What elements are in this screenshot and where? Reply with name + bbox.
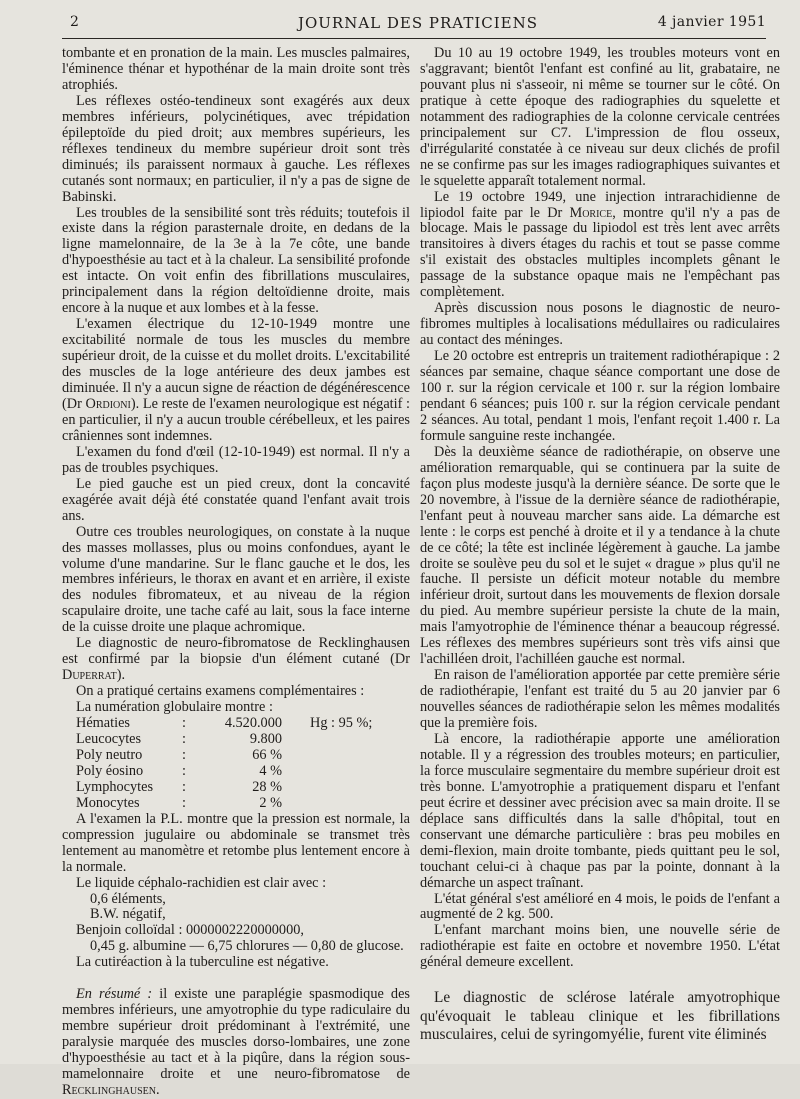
table-cell-colon: : (182, 730, 186, 747)
table-row (76, 796, 372, 812)
table-cell-value: 4.520.000 (224, 715, 282, 732)
table-cell-colon: : (182, 746, 186, 763)
table-cell-extra (286, 748, 372, 764)
paragraph-text: , montre qu'il n'y a pas de blocage. Mais le passage du lipiodol est très lent avec arrêts transitoires à divers étages du rachis et tout se passe comme s'il existait des obstacles multiples incomplets gênant le passage de la substance opaque mais ne l'empêchant pas complètement. (420, 204, 780, 301)
paragraph: Du 10 au 19 octobre 1949, les troubles moteurs vont en s'aggravant; bientôt l'enfant est confiné au lit, grabataire, ne pouvant plus ni s'asseoir, ni même se tourner sur le côté. On pratique à cette époque des radiographies du squelette et notamment des radiographies de la colonne cervicale centrées principalement sur C7. L'impression de flou osseux, d'irrégularité constatée à ce niveau sur deux clichés de profil ne se confirme pas sur les images radiographiques suivantes et le squelette apparaît totalement normal. (420, 45, 780, 189)
paragraph (62, 636, 410, 684)
summary-paragraph (62, 987, 410, 1099)
table-row (76, 748, 372, 764)
paragraph: Le pied gauche est un pied creux, dont la concavité exagérée avait déjà été constatée quand l'enfant avait trois ans. (62, 475, 410, 524)
csf-line: 0,6 éléments, (90, 890, 166, 907)
table-cell-colon: : (182, 762, 186, 779)
paragraph-text: Le 19 octobre 1949, une injection intrarachidienne de lipiodol faite par le Dr (420, 188, 780, 221)
paragraph: L'état général s'est amélioré en 4 mois, le poids de l'enfant a augmenté de 2 kg. 500. (420, 890, 780, 923)
table-cell-label: Poly neutro (76, 746, 143, 763)
paragraph: On a pratiqué certains examens complémentaires : (76, 683, 365, 700)
table-cell-value: 2 % (259, 794, 282, 811)
left-column (62, 46, 410, 1099)
table-cell-colon: : (182, 778, 186, 795)
table-cell-extra (286, 796, 372, 812)
table-cell-value: 9.800 (249, 730, 282, 747)
table-row (76, 716, 372, 732)
summary-end: . (155, 1082, 160, 1098)
running-header (70, 14, 766, 36)
table-cell-extra (286, 732, 372, 748)
table-cell-value: 66 % (252, 746, 282, 763)
paragraph-text: L'examen électrique du 12-10-1949 montre une excitabilité normale de tous les muscles du membre supérieur droit, de la cuisse et du mollet droits. L'excitabilité des muscles de la loge antérieure des deux jambes est diminuée. Il n'y a aucun signe de réaction de dégénérescence (Dr (62, 316, 410, 412)
csf-line: B.W. négatif, (90, 906, 166, 923)
summary-text: il existe une paraplégie spasmodique des membres inférieurs, une amyotrophie du type radiculaire du membre supérieur droit prédominant à l'extrémité, une paralysie marquée des muscles dorso-lombaires, une zone d'hypoesthésie au tact et à la piqûre, dans la région sous-mamelonnaire droite et une neuro-fibromatose de (62, 986, 410, 1083)
page-number: 2 (70, 14, 80, 30)
right-column (420, 46, 780, 1045)
csf-line: Benjoin colloïdal : 0000002220000000, (76, 922, 304, 939)
paragraph (420, 190, 780, 302)
paragraph-text: Le diagnostic de neuro-fibromatose de Recklinghausen est confirmé par la biopsie d'un élément cutané (Dr (62, 635, 410, 668)
paragraph: L'enfant marchant moins bien, une nouvelle série de radiothérapie est faite en octobre et novembre 1950. L'état général demeure excellent. (420, 922, 780, 971)
paragraph: Dès la deuxième séance de radiothérapie, on observe une amélioration remarquable, qui se continuera par la suite de façon plus modeste jusqu'à la dernière séance. De sorte que le 20 novembre, à l'issue de la dernière séance de radiothérapie, l'enfant peut à nouveau marcher sans aide. La démarche est lente : le corps est penché à droite et il y a tendance à la chute de ce côté; la tête est inclinée légèrement à gauche. La jambe droite se soulève peu du sol et le sujet « drague » plus qu'il ne fauche. Il persiste un déficit moteur notable du membre inférieur droit, surtout dans les mouvements de flexion dorsale du pied. Au membre supérieur persiste la chute de la main, mais l'amyotrophie de l'éminence thénar a beaucoup régressé. Les réflexes des membres supérieurs sont très vifs ainsi que l'achilléen droit, l'achilléen gauche est normal. (420, 443, 780, 668)
journal-title: JOURNAL DES PRATICIENS (297, 14, 539, 32)
table-cell-label: Lymphocytes (76, 778, 154, 795)
blood-count-table (76, 716, 372, 812)
table-cell-extra: Hg : 95 %; (310, 715, 373, 732)
csf-line: 0,45 g. albumine — 6,75 chlorures — 0,80 de glucose. (90, 938, 404, 955)
issue-date: 4 janvier 1951 (657, 14, 766, 30)
author-name: Duperrat (62, 667, 117, 684)
paragraph: Le diagnostic de sclérose latérale amyotrophique qu'évoquait le tableau clinique et les fibrillations musculaires, celui de syringomyélie, furent vite éliminés (420, 989, 780, 1044)
paragraph: L'examen du fond d'œil (12-10-1949) est normal. Il n'y a pas de troubles psychiques. (62, 443, 410, 476)
table-cell-colon: : (182, 794, 186, 811)
table-row (76, 764, 372, 780)
paragraph: La numération globulaire montre : (76, 699, 273, 716)
paragraph: Le 20 octobre est entrepris un traitement radiothérapique : 2 séances par semaine, chaque séance comportant une dose de 100 r. sur la région cervicale et 100 r. sur la région lombaire pendant 6 séances; puis 100 r. sur la région cervicale pendant 2 séances. Au total, pendant 1 mois, l'enfant reçoit 1.400 r. La formule sanguine reste inchangée. (420, 348, 780, 444)
author-name: Morice (569, 204, 613, 221)
paragraph: Outre ces troubles neurologiques, on constate à la nuque des masses mollasses, plus ou moins confondues, ayant le volume d'une mandarine. Sur le flanc gauche et le dos, les membres inférieurs, le thorax en avant et en arrière, il existe des nodules fibromateux, et au niveau de la région scapulaire droite, une tache café au lait, sous la face interne de la cuisse droite une plaque achromique. (62, 523, 410, 636)
paragraph: Les troubles de la sensibilité sont très réduits; toutefois il existe dans la région parasternale droite, en dedans de la ligne mamelonnaire, de la 3e à la 7e côte, une bande d'hypoesthésie au tact et à la chaleur. La sensibilité profonde est intacte. On voit enfin des fibrillations musculaires, principalement dans la région deltoïdienne droite, mais encore à la nuque et aux lombes et à la fesse. (62, 204, 410, 317)
paragraph: A l'examen la P.L. montre que la pression est normale, la compression jugulaire ou abdominale se transmet très lentement au manomètre et retombe plus lentement encore à la normale. (62, 810, 410, 875)
table-cell-value: 28 % (252, 778, 282, 795)
paragraph: Là encore, la radiothérapie apporte une amélioration notable. Il y a régression des troubles moteurs; en particulier, la force musculaire segmentaire du membre supérieur droit est très bonne. L'amyotrophie a pratiquement disparu et l'enfant peut écrire et dessiner avec précision avec sa main droite. Il se déplace sans difficultés dans la salle d'hôpital, tout en conservant une démarche particulière : bras peu mobiles en demi-flexion, main droite tombante, pieds quittant peu le sol, touchant celui-ci à chaque pas par la pointe, donnant à la démarche un aspect traînant. (420, 730, 780, 891)
table-cell-extra (286, 780, 372, 796)
paragraph-text: ). (116, 667, 126, 684)
table-cell-label: Poly éosino (76, 762, 144, 779)
author-name: Recklinghausen (62, 1082, 156, 1098)
header-rule (62, 38, 766, 39)
author-name: Ordioni (85, 395, 131, 412)
paragraph: En raison de l'amélioration apportée par cette première série de radiothérapie, l'enfant est traité du 5 au 20 janvier par 6 nouvelles séances de radiothérapie selon les mêmes modalités que la première fois. (420, 667, 780, 732)
paragraph: Les réflexes ostéo-tendineux sont exagérés aux deux membres inférieurs, polycinétiques, avec trépidation épileptoïde du pied droit; aux membres supérieurs, les réflexes tendineux du membre supérieur droit sont très diminués; ils paraissent normaux à gauche. Les réflexes cutanés sont normaux; en particulier, il n'y a pas de signe de Babinski. (62, 92, 410, 205)
table-row (76, 732, 372, 748)
table-cell-colon: : (182, 715, 186, 732)
table-cell-extra (286, 764, 372, 780)
table-cell-label: Leucocytes (76, 730, 142, 747)
paragraph: Après discussion nous posons le diagnostic de neuro-fibromes multiples à localisations médullaires ou radiculaires au contact des méninges. (420, 300, 780, 349)
table-cell-label: Hématies (76, 715, 130, 732)
paragraph (62, 317, 410, 445)
paragraph: Le liquide céphalo-rachidien est clair avec : (76, 874, 327, 891)
paragraph: La cutiréaction à la tuberculine est négative. (76, 954, 329, 971)
table-cell-value: 4 % (259, 762, 282, 779)
table-cell-label: Monocytes (76, 794, 140, 811)
table-row (76, 780, 372, 796)
summary-label: En résumé : (76, 986, 153, 1003)
paragraph-text: ). Le reste de l'examen neurologique est négatif : en particulier, il n'y a aucun trouble cérébelleux, et les paires crâniennes sont indemnes. (62, 395, 410, 444)
paragraph: tombante et en pronation de la main. Les muscles palmaires, l'éminence thénar et hypothénar de la main droite sont très atrophiés. (62, 45, 410, 93)
